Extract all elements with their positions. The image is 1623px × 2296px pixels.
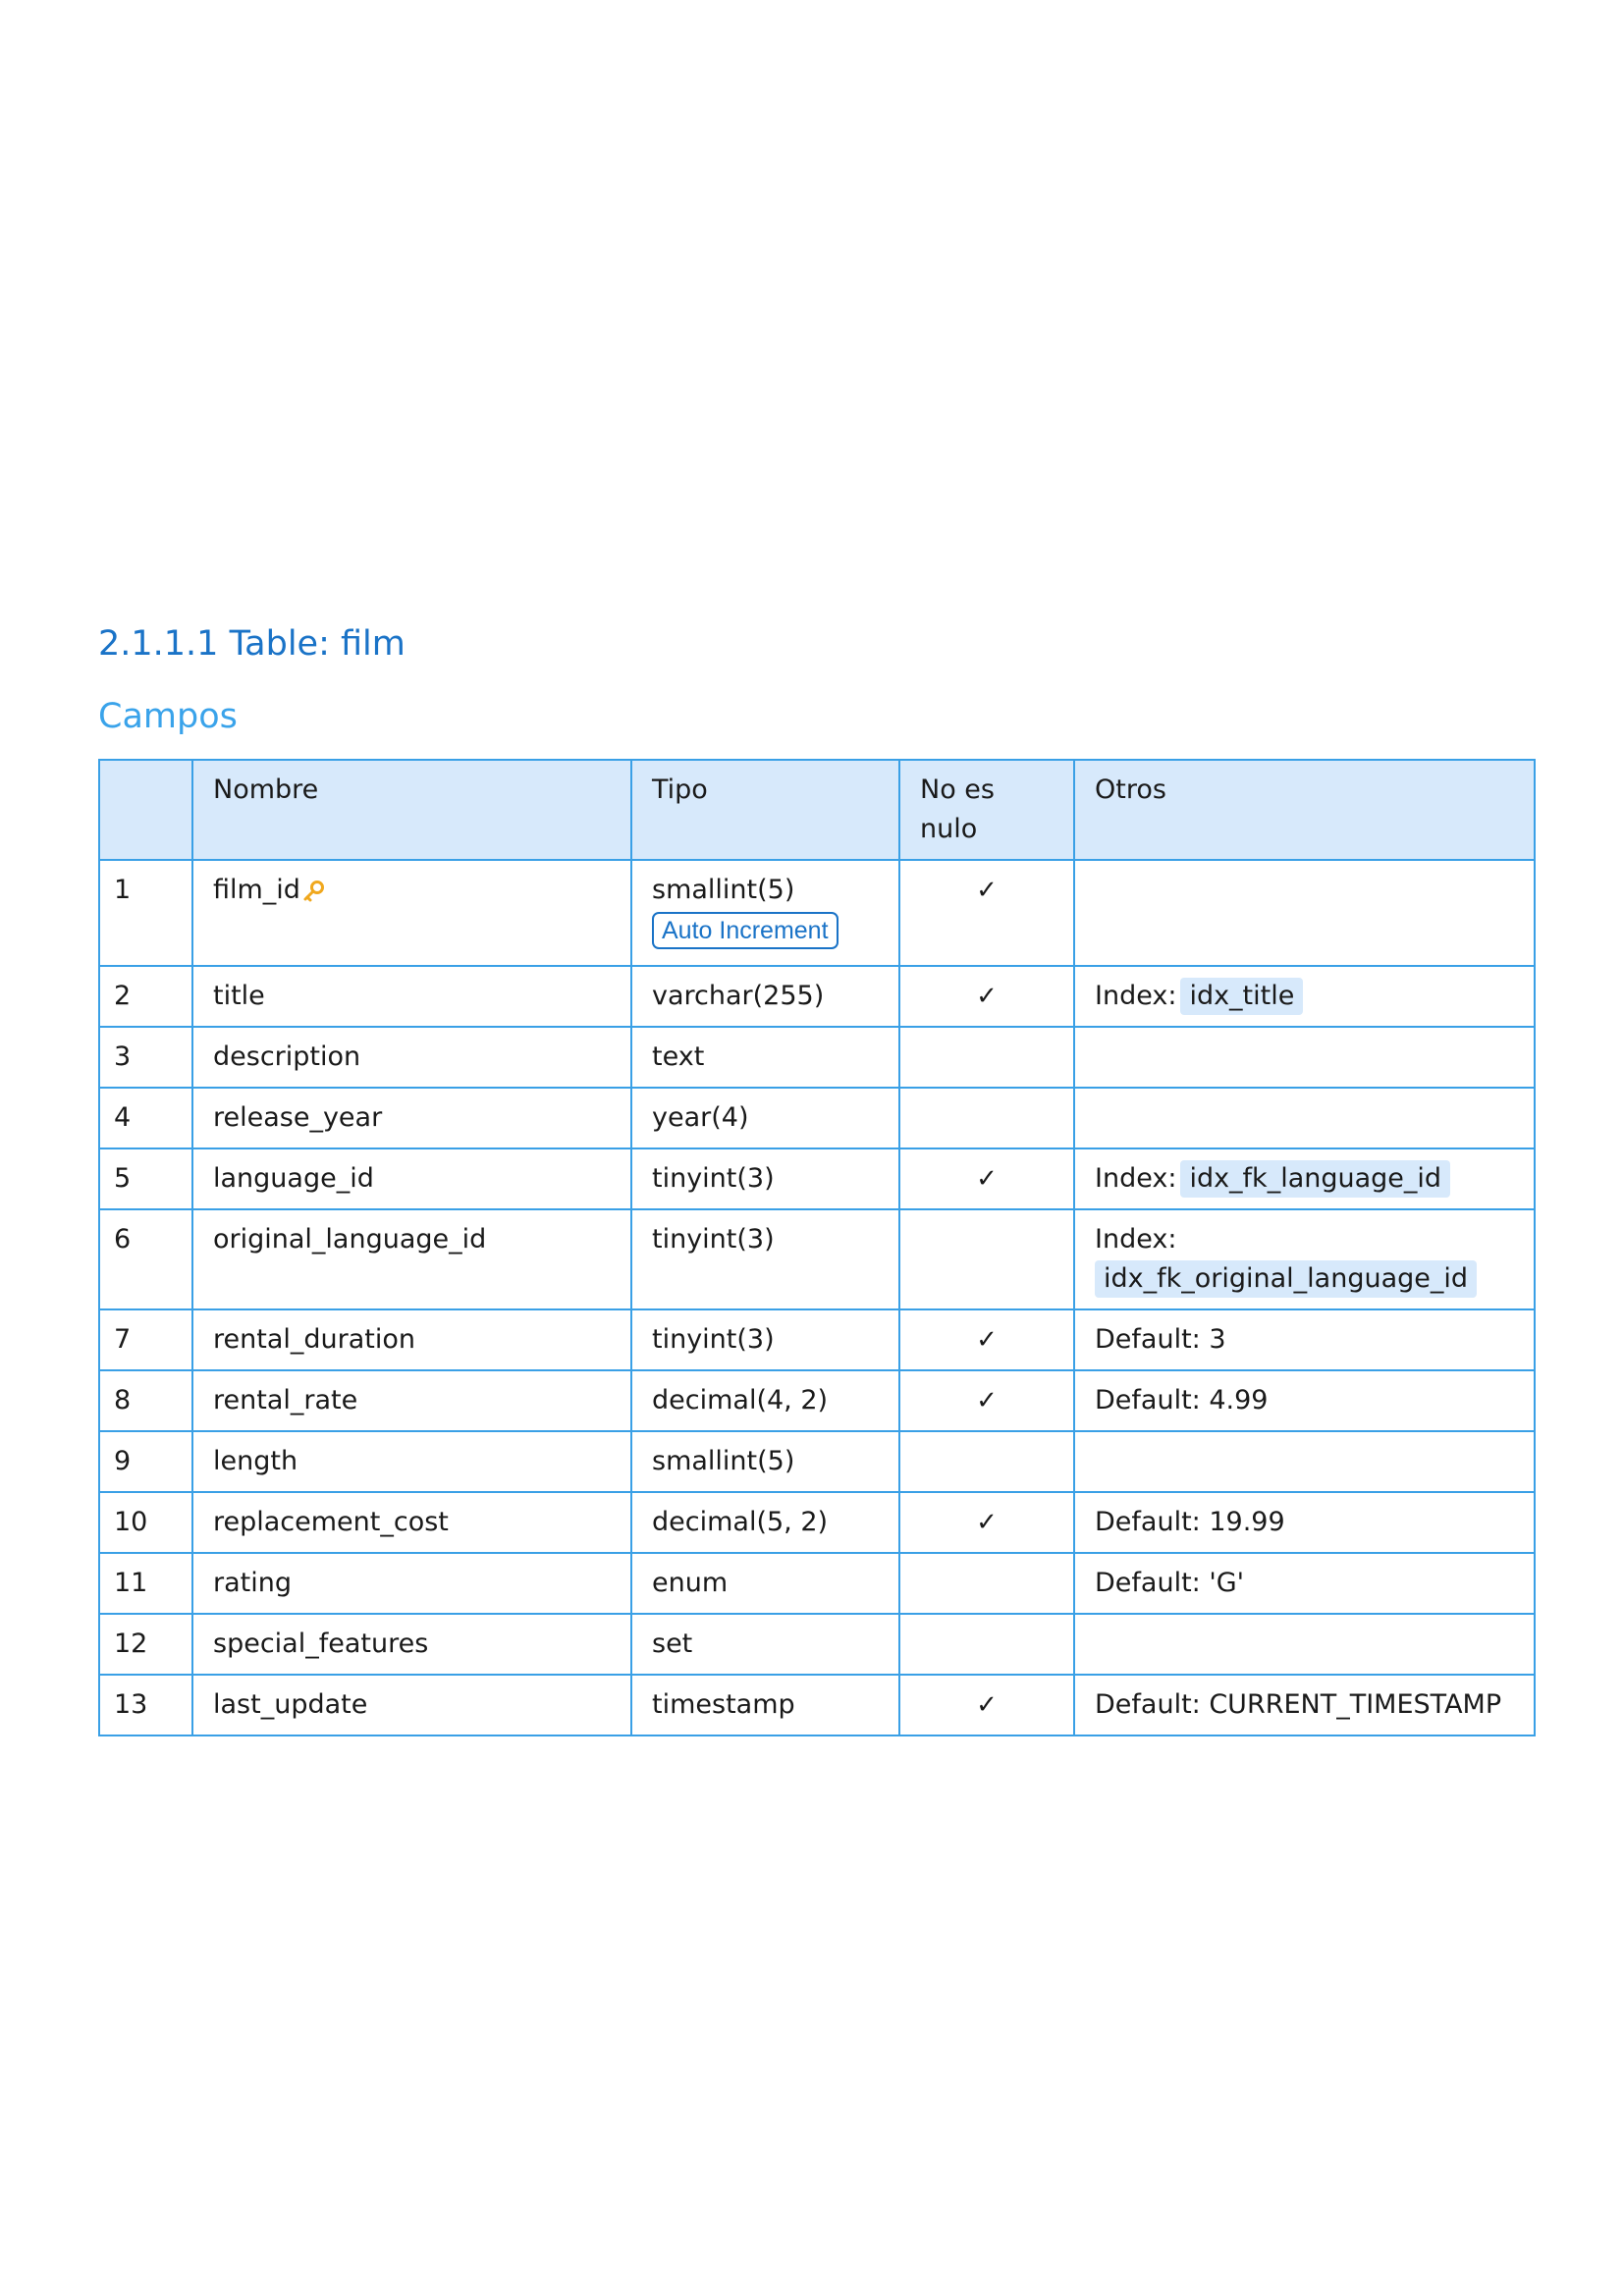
- table-row: [99, 1088, 1535, 1148]
- field-type: smallint(5): [631, 1431, 899, 1492]
- not-null-cell: [899, 1370, 1074, 1431]
- row-num: 12: [99, 1614, 192, 1675]
- field-type-cell: [631, 860, 899, 966]
- table-row: [99, 1309, 1535, 1370]
- field-type: year(4): [631, 1088, 899, 1148]
- field-name: special_features: [192, 1614, 631, 1675]
- field-type: varchar(255): [631, 966, 899, 1027]
- index-label: Index:: [1095, 1224, 1177, 1255]
- field-name: language_id: [192, 1148, 631, 1209]
- header-others: Otros: [1074, 760, 1535, 860]
- row-num: 7: [99, 1309, 192, 1370]
- not-null-cell: [899, 1675, 1074, 1735]
- header-not-null: No es nulo: [899, 760, 1074, 860]
- row-num: 10: [99, 1492, 192, 1553]
- field-type: tinyint(3): [631, 1148, 899, 1209]
- field-name: original_language_id: [192, 1209, 631, 1309]
- others-cell: Default: 3: [1074, 1309, 1535, 1370]
- row-num: 9: [99, 1431, 192, 1492]
- table-row: [99, 1553, 1535, 1614]
- field-type: smallint(5): [652, 875, 795, 905]
- row-num: 3: [99, 1027, 192, 1088]
- row-num: 11: [99, 1553, 192, 1614]
- index-label: Index:: [1095, 981, 1177, 1011]
- field-type: decimal(5, 2): [631, 1492, 899, 1553]
- field-name: film_id: [213, 875, 300, 905]
- table-row: [99, 966, 1535, 1027]
- header-type: Tipo: [631, 760, 899, 860]
- table-header-row: [99, 760, 1535, 860]
- others-cell: [1074, 1088, 1535, 1148]
- header-num: [99, 760, 192, 860]
- field-type: enum: [631, 1553, 899, 1614]
- not-null-cell: [899, 860, 1074, 966]
- field-type: timestamp: [631, 1675, 899, 1735]
- others-cell: [1074, 1148, 1535, 1209]
- field-name: replacement_cost: [192, 1492, 631, 1553]
- not-null-cell: [899, 1209, 1074, 1309]
- row-num: 4: [99, 1088, 192, 1148]
- field-name: length: [192, 1431, 631, 1492]
- field-name: rental_rate: [192, 1370, 631, 1431]
- index-chip: idx_fk_language_id: [1180, 1160, 1450, 1198]
- check-icon: ✓: [976, 982, 998, 1011]
- row-num: 6: [99, 1209, 192, 1309]
- table-row: [99, 1370, 1535, 1431]
- others-cell: [1074, 1027, 1535, 1088]
- field-type: text: [631, 1027, 899, 1088]
- not-null-cell: [899, 1309, 1074, 1370]
- not-null-cell: [899, 966, 1074, 1027]
- row-num: 2: [99, 966, 192, 1027]
- check-icon: ✓: [976, 1690, 998, 1720]
- check-icon: ✓: [976, 1164, 998, 1194]
- index-chip: idx_title: [1180, 978, 1303, 1015]
- others-cell: [1074, 1614, 1535, 1675]
- field-type: decimal(4, 2): [631, 1370, 899, 1431]
- table-row: [99, 1431, 1535, 1492]
- subsection-title: Campos: [98, 697, 238, 736]
- not-null-cell: [899, 1088, 1074, 1148]
- others-cell: [1074, 860, 1535, 966]
- others-cell: Default: 'G': [1074, 1553, 1535, 1614]
- others-cell: Default: CURRENT_TIMESTAMP: [1074, 1675, 1535, 1735]
- index-chip: idx_fk_original_language_id: [1095, 1260, 1477, 1298]
- key-icon: [302, 875, 326, 914]
- others-cell: Default: 19.99: [1074, 1492, 1535, 1553]
- table-row: [99, 1148, 1535, 1209]
- field-name: last_update: [192, 1675, 631, 1735]
- index-label: Index:: [1095, 1163, 1177, 1194]
- not-null-cell: [899, 1431, 1074, 1492]
- others-cell: [1074, 1209, 1535, 1309]
- table-row: [99, 1675, 1535, 1735]
- field-name-cell: [192, 860, 631, 966]
- table-row: [99, 1209, 1535, 1309]
- fields-table: [98, 759, 1536, 1736]
- check-icon: ✓: [976, 1386, 998, 1415]
- auto-increment-badge: Auto Increment: [652, 912, 839, 949]
- header-name: Nombre: [192, 760, 631, 860]
- field-name: description: [192, 1027, 631, 1088]
- not-null-cell: [899, 1614, 1074, 1675]
- check-icon: ✓: [976, 876, 998, 905]
- field-name: rating: [192, 1553, 631, 1614]
- row-num: 5: [99, 1148, 192, 1209]
- table-row: [99, 1492, 1535, 1553]
- field-name: rental_duration: [192, 1309, 631, 1370]
- check-icon: ✓: [976, 1508, 998, 1537]
- others-cell: [1074, 966, 1535, 1027]
- not-null-cell: [899, 1148, 1074, 1209]
- field-name: release_year: [192, 1088, 631, 1148]
- field-type: tinyint(3): [631, 1309, 899, 1370]
- others-cell: [1074, 1431, 1535, 1492]
- not-null-cell: [899, 1492, 1074, 1553]
- row-num: 8: [99, 1370, 192, 1431]
- row-num: 1: [99, 860, 192, 966]
- field-type: set: [631, 1614, 899, 1675]
- row-num: 13: [99, 1675, 192, 1735]
- check-icon: ✓: [976, 1325, 998, 1355]
- not-null-cell: [899, 1027, 1074, 1088]
- table-row: [99, 860, 1535, 966]
- section-title: 2.1.1.1 Table: film: [98, 624, 406, 664]
- table-row: [99, 1027, 1535, 1088]
- others-cell: Default: 4.99: [1074, 1370, 1535, 1431]
- field-type: tinyint(3): [631, 1209, 899, 1309]
- not-null-cell: [899, 1553, 1074, 1614]
- field-name: title: [192, 966, 631, 1027]
- table-row: [99, 1614, 1535, 1675]
